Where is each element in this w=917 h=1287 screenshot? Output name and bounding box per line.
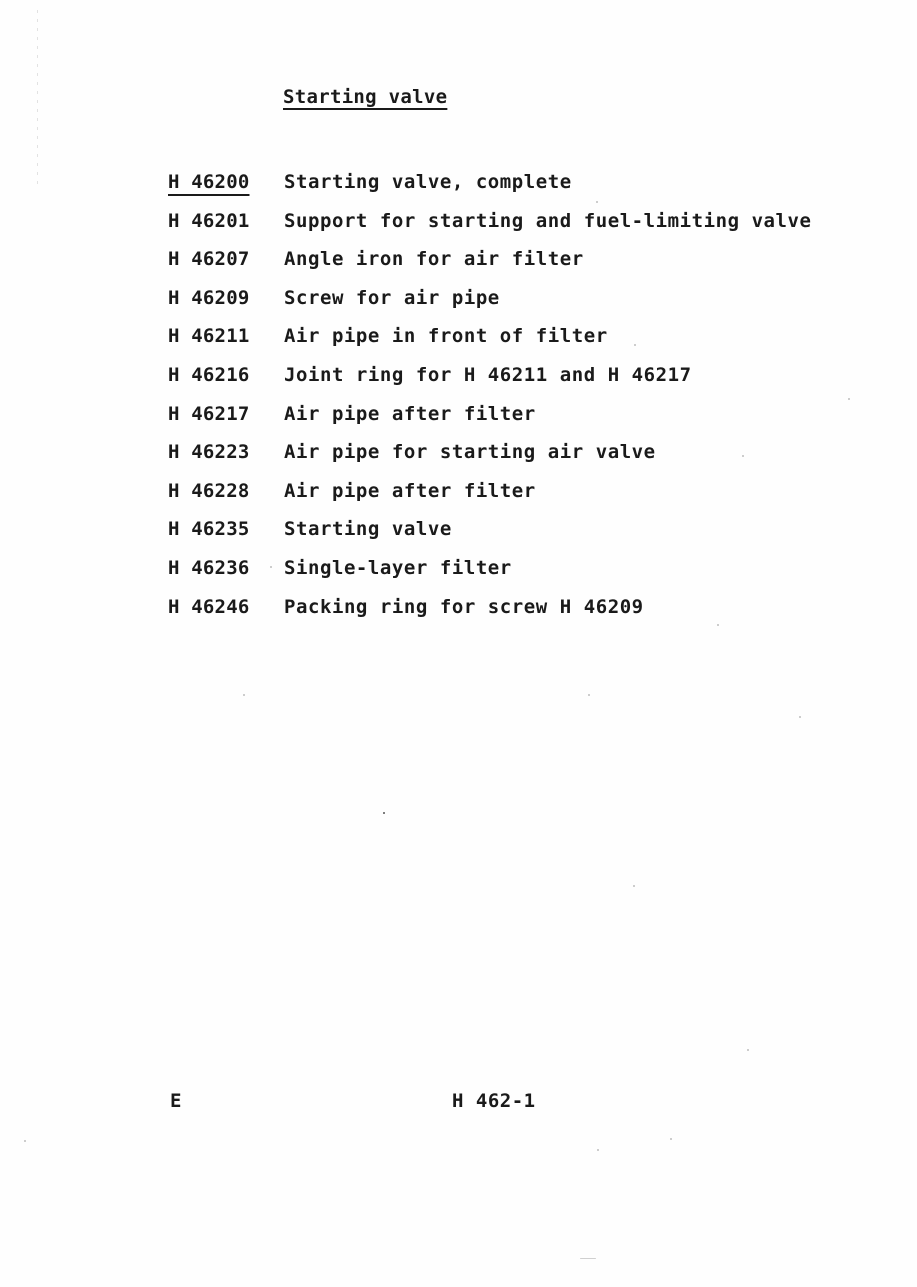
part-description: Starting valve, complete xyxy=(284,171,572,193)
part-description: Air pipe in front of filter xyxy=(284,325,608,348)
part-number: H 46223 xyxy=(168,441,250,464)
list-item xyxy=(168,557,812,596)
list-item xyxy=(168,480,812,519)
part-description: Angle iron for air filter xyxy=(284,248,584,271)
page-title: Starting valve xyxy=(283,86,448,108)
scan-speck xyxy=(580,1258,596,1259)
part-description: Starting valve xyxy=(284,518,452,541)
part-description: Screw for air pipe xyxy=(284,286,500,309)
scan-speck xyxy=(383,812,385,814)
list-item xyxy=(168,364,812,403)
scan-speck xyxy=(848,398,850,400)
scan-speck xyxy=(634,344,636,346)
list-item xyxy=(168,403,812,442)
part-number: H 46216 xyxy=(168,363,250,386)
part-number: H 46236 xyxy=(168,556,250,579)
parts-list xyxy=(168,171,812,634)
part-description: Support for starting and fuel-limiting valve xyxy=(284,209,812,232)
list-item xyxy=(168,325,812,364)
scan-speck xyxy=(270,566,272,568)
part-number: H 46209 xyxy=(168,286,250,309)
scan-speck xyxy=(243,694,245,696)
part-number: H 46228 xyxy=(168,479,250,502)
scan-speck xyxy=(670,1138,672,1140)
scan-speck xyxy=(717,624,719,626)
list-item xyxy=(168,171,812,210)
list-item xyxy=(168,287,812,326)
scan-speck xyxy=(633,885,635,887)
scan-speck xyxy=(588,694,590,696)
list-item xyxy=(168,518,812,557)
part-number: H 46201 xyxy=(168,209,250,232)
part-number: H 46207 xyxy=(168,248,250,271)
part-number: H 46235 xyxy=(168,518,250,541)
part-description: Air pipe after filter xyxy=(284,402,536,425)
scan-speck xyxy=(24,1140,26,1142)
list-item xyxy=(168,210,812,249)
part-number: H 46217 xyxy=(168,402,250,425)
scan-margin-line xyxy=(37,10,38,190)
part-description: Packing ring for screw H 46209 xyxy=(284,595,644,618)
part-number: H 46200 xyxy=(168,171,250,193)
footer-page-code: H 462-1 xyxy=(452,1090,536,1112)
part-description: Air pipe after filter xyxy=(284,479,536,502)
list-item xyxy=(168,596,812,635)
list-item xyxy=(168,441,812,480)
part-number: H 46246 xyxy=(168,595,250,618)
part-number: H 46211 xyxy=(168,325,250,348)
part-description: Joint ring for H 46211 and H 46217 xyxy=(284,363,692,386)
scan-speck xyxy=(597,1149,599,1151)
part-description: Air pipe for starting air valve xyxy=(284,441,656,464)
scan-speck xyxy=(747,1049,749,1051)
list-item xyxy=(168,248,812,287)
scan-speck xyxy=(596,201,598,203)
part-description: Single-layer filter xyxy=(284,556,512,579)
scan-speck xyxy=(742,455,744,457)
footer-language-code: E xyxy=(170,1090,182,1112)
scan-speck xyxy=(799,716,801,718)
